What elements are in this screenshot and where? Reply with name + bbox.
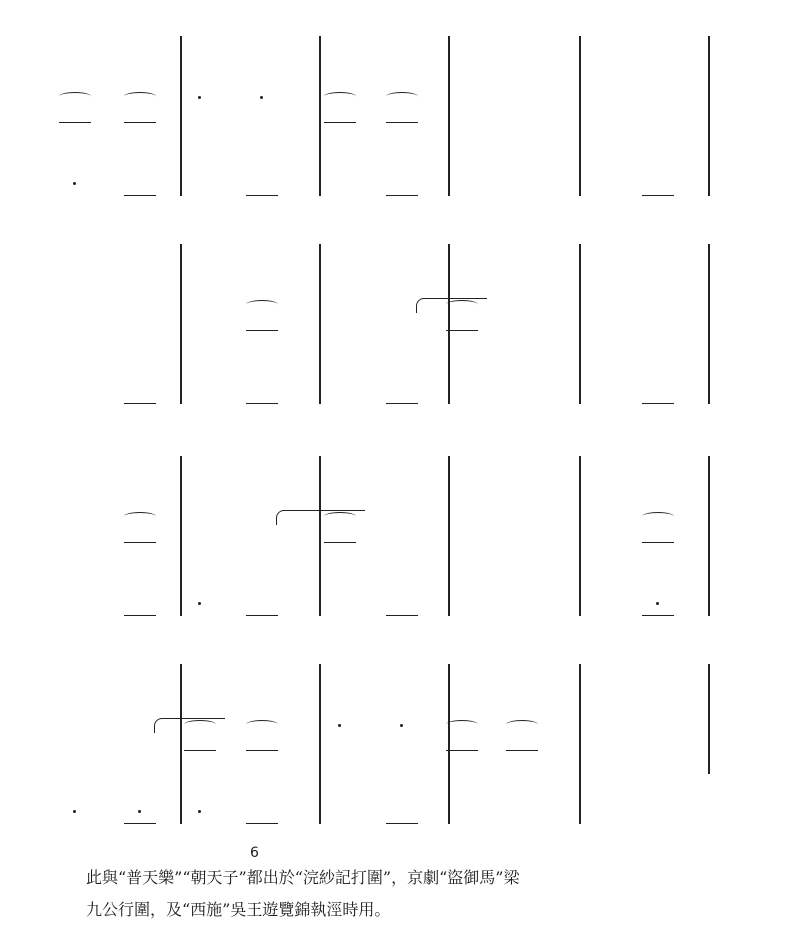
slur-arc <box>124 92 156 101</box>
barline <box>319 456 321 616</box>
slur-arc <box>642 512 674 521</box>
octave-dot <box>138 810 141 813</box>
slur-arc <box>246 300 278 309</box>
slur-arc <box>124 512 156 521</box>
barline <box>579 244 581 404</box>
slur-arc <box>246 720 278 729</box>
percussion-underline <box>642 403 674 404</box>
percussion-underline <box>386 403 418 404</box>
barline <box>448 36 450 196</box>
footnote-line-1: 此與“普天樂”“朝天子”都出於“浣紗記打圍”，京劇“盜御馬”梁 <box>86 868 520 887</box>
beam-underline <box>246 750 278 751</box>
footnote-line-2: 九公行圍，及“西施”吳王遊覽錦執涇時用。 <box>86 900 391 919</box>
octave-dot <box>656 602 659 605</box>
percussion-underline <box>246 823 278 824</box>
beam-underline <box>506 750 538 751</box>
barline <box>708 244 710 404</box>
beam-underline <box>642 542 674 543</box>
barline <box>708 36 710 196</box>
octave-dot <box>198 602 201 605</box>
percussion-underline <box>124 615 156 616</box>
tie-bracket <box>154 718 225 733</box>
percussion-underline <box>386 615 418 616</box>
percussion-underline <box>246 195 278 196</box>
barline <box>319 244 321 404</box>
percussion-underline <box>246 403 278 404</box>
slur-arc <box>386 92 418 101</box>
octave-dot <box>400 724 403 727</box>
barline <box>448 664 450 824</box>
footnote <box>86 862 776 926</box>
octave-dot <box>260 96 263 99</box>
barline <box>448 456 450 616</box>
octave-dot <box>198 810 201 813</box>
beam-underline <box>124 542 156 543</box>
barline <box>579 36 581 196</box>
octave-dot <box>73 810 76 813</box>
beam-underline <box>59 122 91 123</box>
slur-arc <box>59 92 91 101</box>
percussion-underline <box>642 195 674 196</box>
percussion-underline <box>246 615 278 616</box>
beam-underline <box>386 122 418 123</box>
barline <box>180 456 182 616</box>
barline <box>319 664 321 824</box>
beam-underline <box>324 542 356 543</box>
beam-underline <box>446 330 478 331</box>
percussion-underline <box>386 823 418 824</box>
beam-underline <box>246 330 278 331</box>
percussion-underline <box>124 823 156 824</box>
barline <box>180 664 182 824</box>
percussion-underline <box>642 615 674 616</box>
barline <box>448 244 450 404</box>
barline <box>319 36 321 196</box>
percussion-underline <box>386 195 418 196</box>
page-number: 6 <box>250 845 259 861</box>
beam-underline <box>184 750 216 751</box>
octave-dot <box>338 724 341 727</box>
octave-dot <box>198 96 201 99</box>
slur-arc <box>446 720 478 729</box>
beam-underline <box>324 122 356 123</box>
tie-bracket <box>416 298 487 313</box>
slur-arc <box>506 720 538 729</box>
barline <box>579 664 581 824</box>
barline <box>708 456 710 616</box>
barline <box>180 36 182 196</box>
octave-dot <box>73 182 76 185</box>
barline <box>180 244 182 404</box>
barline <box>579 456 581 616</box>
beam-underline <box>446 750 478 751</box>
percussion-underline <box>124 403 156 404</box>
barline <box>708 664 710 774</box>
slur-arc <box>324 92 356 101</box>
tie-bracket <box>276 510 365 525</box>
percussion-underline <box>124 195 156 196</box>
beam-underline <box>124 122 156 123</box>
